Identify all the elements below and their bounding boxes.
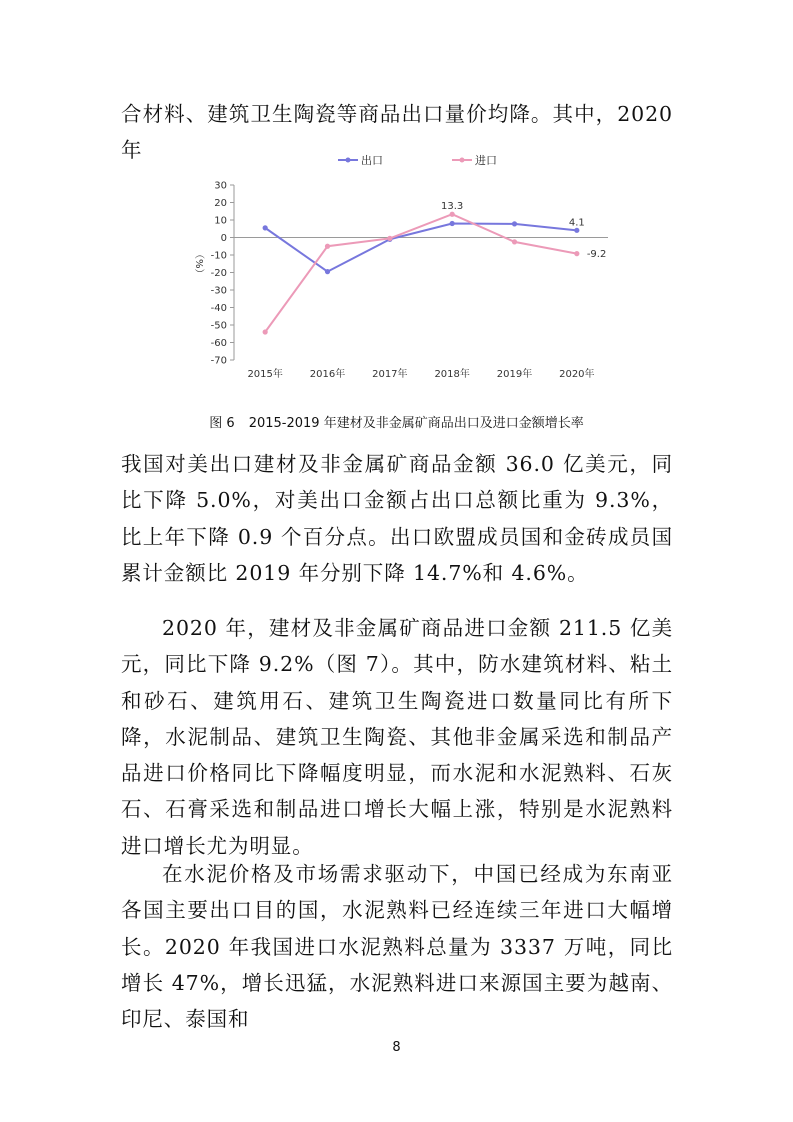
x-tick-label-2: 2017年 (372, 369, 408, 380)
y-tick-label-10: -70 (210, 355, 227, 367)
y-tick-label-9: -60 (210, 338, 227, 349)
series-1-point-2 (387, 236, 392, 241)
y-tick-label-1: 20 (214, 198, 227, 209)
x-tick-label-0: 2015年 (247, 369, 283, 380)
series-0-point-0 (263, 225, 268, 230)
y-tick-label-5: -20 (210, 268, 227, 279)
x-tick-label-3: 2018年 (434, 369, 470, 380)
series-1-data-label-3: 13.3 (441, 201, 464, 213)
y-tick-label-4: -10 (210, 250, 227, 262)
x-tick-label-1: 2016年 (309, 369, 346, 380)
paragraph-export-us: 我国对美出口建材及非金属矿商品金额 36.0 亿美元，同比下降 5.0%，对美出口金额占出口总额比重为 9.3%，比上年下降 0.9 个百分点。出口欧盟成员国和金砖成员国累计金额比 2019 年分别下降 14.7%和 4.6%。 (121, 452, 673, 585)
x-tick-label-4: 2019年 (496, 369, 533, 380)
legend-marker-1 (460, 158, 465, 163)
series-0-point-3 (450, 221, 455, 226)
legend-label-1: 进口 (475, 154, 497, 167)
legend-marker-0 (346, 158, 351, 163)
figure-number: 图 6 (209, 416, 235, 431)
series-0-point-4 (512, 221, 517, 226)
page-number: 8 (392, 1040, 401, 1055)
y-tick-label-2: 10 (214, 215, 227, 227)
series-1-data-label-5: -9.2 (586, 249, 607, 261)
y-tick-label-7: -40 (210, 303, 227, 314)
x-tick-label-5: 2020年 (559, 369, 595, 380)
legend-label-0: 出口 (361, 154, 383, 167)
figure-caption-text: 2015-2019 年建材及非金属矿商品出口及进口金额增长率 (248, 416, 584, 431)
series-1-point-0 (263, 329, 268, 334)
growth-rate-line-chart (188, 148, 620, 388)
series-0-data-label-5: 4.1 (568, 217, 585, 229)
series-1-point-1 (325, 244, 330, 249)
paragraph-top: 合材料、建筑卫生陶瓷等商品出口量价均降。其中，2020 年 (121, 102, 673, 163)
series-line-0 (265, 224, 577, 272)
series-0-point-1 (325, 269, 330, 274)
y-tick-label-8: -50 (210, 320, 227, 332)
y-tick-label-0: 30 (214, 180, 227, 192)
figure-caption (0, 412, 793, 431)
series-1-point-5 (574, 251, 579, 256)
y-axis-label: （%） (193, 248, 204, 279)
series-1-point-3 (450, 212, 455, 217)
series-1-point-4 (512, 239, 517, 244)
series-0-point-5 (574, 228, 579, 233)
paragraph-cement-clinker: 在水泥价格及市场需求驱动下，中国已经成为东南亚各国主要出口目的国，水泥熟料已经连续三年进口大幅增长。2020 年我国进口水泥熟料总量为 3337 万吨，同比增长 47%，增长迅猛，水泥熟料进口来源国主要为越南、印尼、泰国和 (121, 862, 673, 1032)
paragraph-import-2020: 2020 年，建材及非金属矿商品进口金额 211.5 亿美元，同比下降 9.2%（图 7）。其中，防水建筑材料、粘土和砂石、建筑用石、建筑卫生陶瓷进口数量同比有所下降，水泥制品、建筑卫生陶瓷、其他非金属采选和制品产品进口价格同比下降幅度明显，而水泥和水泥熟料、石灰石、石膏采选和制品进口增长大幅上涨，特别是水泥熟料进口增长尤为明显。 (121, 616, 673, 858)
y-tick-label-3: 0 (220, 233, 227, 244)
y-tick-label-6: -30 (210, 285, 227, 297)
